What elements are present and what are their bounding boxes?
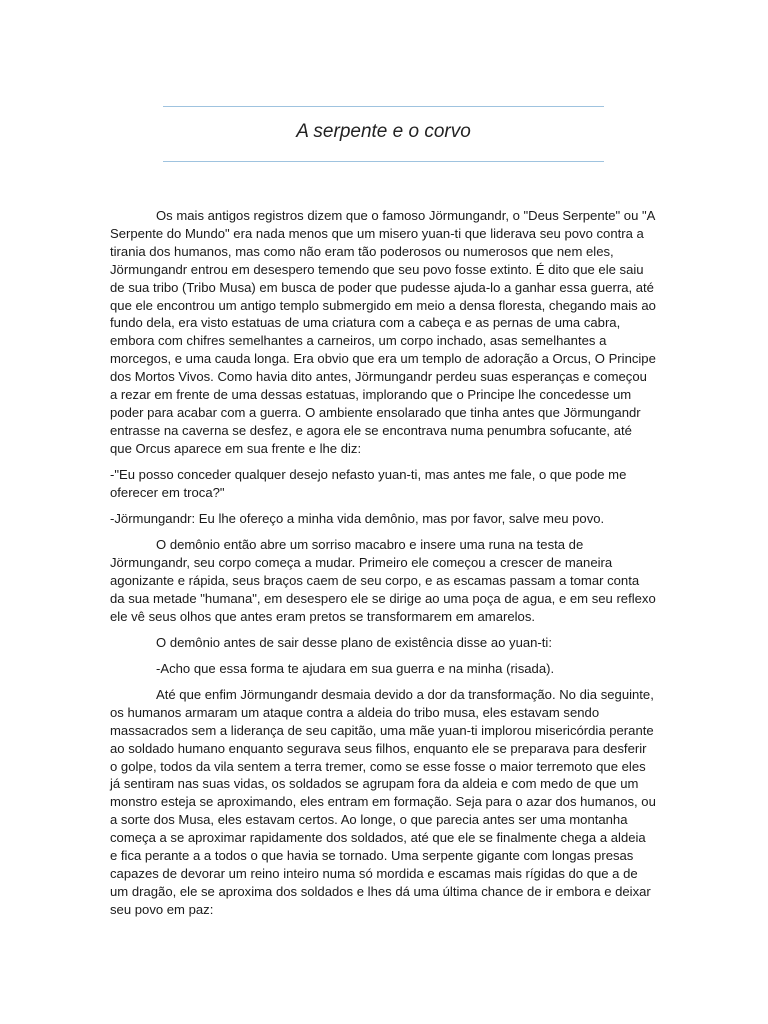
paragraph: Os mais antigos registros dizem que o famoso Jörmungandr, o "Deus Serpente" ou "A Serpente do Mundo" era nada menos que um misero yuan-ti que liderava seu povo contra a tirania dos humanos, mas como não eram tão poderosos ou numerosos que nem eles, Jörmungandr entrou em desespero temendo que seu povo fosse extinto. É dito que ele saiu de sua tribo (Tribo Musa) em busca de poder que pudesse ajuda-lo a ganhar essa guerra, até que ele encontrou um antigo templo submergido em meio a densa floresta, chegando mais ao fundo dela, era visto estatuas de uma criatura com a cabeça e as pernas de uma cabra, embora com chifres semelhantes a carneiros, um corpo inchado, asas semelhantes a morcegos, e uma cauda longa. Era obvio que era um templo de adoração a Orcus, O Principe dos Mortos Vivos. Como havia dito antes, Jörmungandr perdeu suas esperanças e começou a rezar em frente de uma dessas estatuas, implorando que o Principe lhe concedesse um poder para acabar com a guerra. O ambiente ensolarado que tinha antes que Jörmungandr entrasse na caverna se desfez, e agora ele se encontrava numa penumbra sofucante, até que Orcus aparece em sua frente e lhe diz: [110,208,656,456]
paragraph: -Acho que essa forma te ajudara em sua guerra e na minha (risada). [156,660,555,676]
paragraph: -"Eu posso conceder qualquer desejo nefasto yuan-ti, mas antes me fale, o que pode me oferecer em troca?" [110,466,627,500]
paragraph: -Jörmungandr: Eu lhe ofereço a minha vida demônio, mas por favor, salve meu povo. [110,510,605,526]
document-body [110,207,656,927]
paragraph: O demônio antes de sair desse plano de existência disse ao yuan-ti: [156,634,552,650]
title-block [163,106,604,162]
document-title: A serpente e o corvo [296,121,471,142]
paragraph: O demônio então abre um sorriso macabro e insere uma runa na testa de Jörmungandr, seu corpo começa a mudar. Primeiro ele começou a crescer de maneira agonizante e rápida, seus braços caem de seu corpo, e as escamas passam a tomar conta da sua metade "humana", em desespero ele se dirige ao uma poça de agua, e em seu reflexo ele vê seus olhos que antes eram pretos se transformarem em amarelos. [110,536,656,624]
paragraph: Até que enfim Jörmungandr desmaia devido a dor da transformação. No dia seguinte, os humanos armaram um ataque contra a aldeia do tribo musa, eles estavam sendo massacrados sem a liderança de seu capitão, uma mãe yuan-ti implorou misericórdia perante ao soldado humano enquanto segurava seus filhos, enquanto ele se preparava para desferir o golpe, todos da vila sentem a terra tremer, como se esse fosse o maior terremoto que eles já sentiram nas suas vidas, os soldados se agrupam fora da aldeia e com medo de que um monstro esteja se aproximando, eles entram em formação. Seja para o azar dos humanos, ou a sorte dos Musa, eles estavam certos. Ao longe, o que parecia antes ser uma montanha começa a se aproximar rapidamente dos soldados, até que ele se finalmente chega a aldeia e fica perante a a todos o que havia se tornado. Uma serpente gigante com longas presas capazes de devorar um reino inteiro numa só mordida e escamas mais rígidas do que a de um dragão, ele se aproxima dos soldados e lhes dá uma última chance de ir embora e deixar seu povo em paz: [110,686,656,917]
